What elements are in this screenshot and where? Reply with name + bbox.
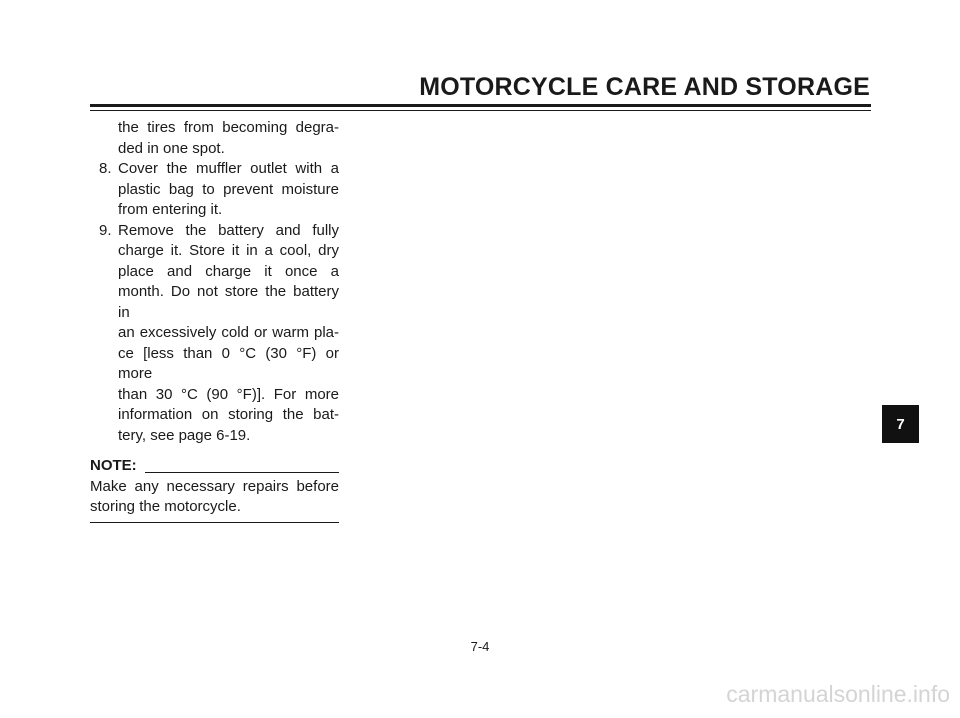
text-line: Make any necessary repairs before: [90, 477, 339, 495]
header-rule-thick: [90, 104, 871, 107]
note-bottom-rule: [90, 522, 339, 523]
text-line: information on storing the bat-: [118, 406, 339, 423]
text-line: place and charge it once a: [118, 262, 339, 280]
text-line: Remove the battery and fully: [118, 221, 339, 239]
list-item-8: [90, 159, 339, 221]
text-line: ded in one spot.: [118, 139, 225, 157]
text-line: storing the motorcycle.: [90, 498, 241, 515]
text-line: from entering it.: [118, 201, 223, 218]
list-item-text: [118, 221, 339, 447]
text-line: month. Do not store the battery in: [118, 283, 339, 321]
text-line: an excessively cold or warm pla-: [118, 324, 339, 341]
text-line: charge it. Store it in a cool, dry: [118, 242, 339, 259]
text-line: Cover the muffler outlet with a: [118, 160, 339, 177]
list-item-number: 8.: [99, 160, 112, 177]
page-number: 7-4: [470, 639, 490, 654]
text-line: the tires from becoming degra-: [118, 119, 339, 136]
text-line: than 30 °C (90 °F)]. For more: [118, 385, 339, 403]
note-rule: [145, 472, 339, 473]
text-line: ce [less than 0 °C (30 °F) or more: [118, 344, 339, 382]
chapter-tab: 7: [882, 405, 919, 443]
watermark: carmanualsonline.info: [726, 681, 950, 707]
list-item-text: [118, 159, 339, 221]
text-line: plastic bag to prevent moisture: [118, 180, 339, 198]
text-column: [90, 118, 339, 523]
text-line: tery, see page 6-19.: [118, 426, 251, 444]
note-body: [90, 477, 339, 518]
section-title: MOTORCYCLE CARE AND STORAGE: [419, 73, 870, 101]
note-header: [90, 456, 339, 477]
list-item-9: [90, 221, 339, 447]
note-label: NOTE:: [90, 457, 137, 474]
list-item-number: 9.: [99, 221, 112, 239]
header-rule-thin: [90, 110, 871, 111]
continued-paragraph: [90, 118, 339, 159]
